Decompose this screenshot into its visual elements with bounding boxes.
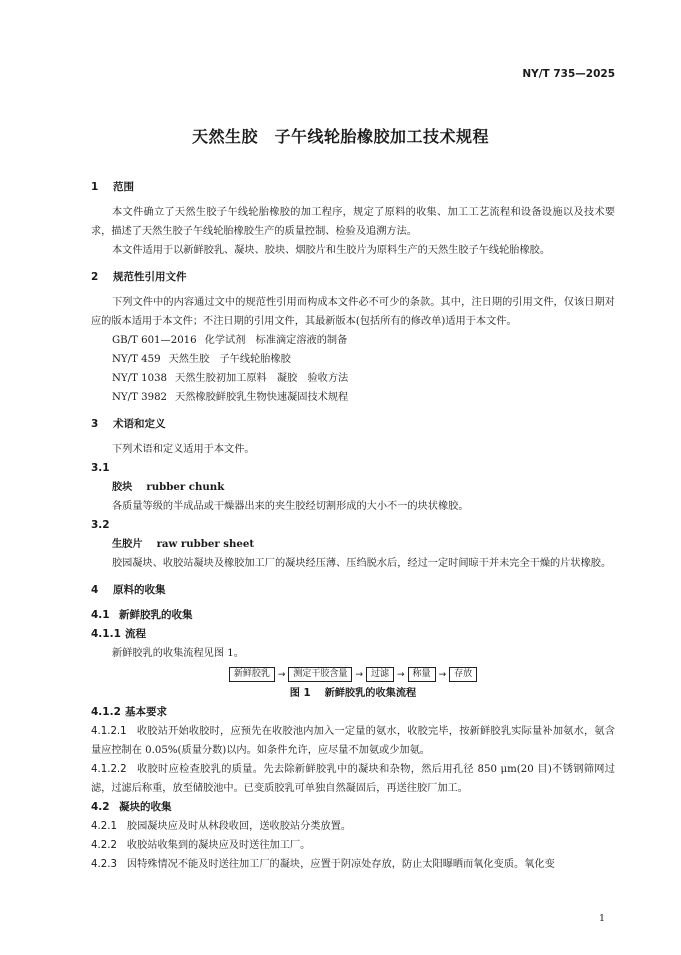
reference-code: NY/T 3982 [112, 392, 168, 403]
reference-code: NY/T 459 [112, 354, 161, 365]
term-name [91, 535, 615, 554]
term-zh: 胶块 [112, 481, 133, 493]
subsection-title: 凝块的收集 [119, 801, 172, 813]
clause-item [91, 760, 615, 798]
clause-item [91, 817, 615, 836]
arrow-right-icon: → [355, 669, 363, 680]
subsection-heading [91, 798, 615, 817]
reference-title: 天然生胶初加工原料 凝胶 验收方法 [175, 373, 349, 384]
arrow-right-icon: → [438, 669, 447, 680]
flow-step: 过滤 [366, 667, 394, 682]
figure-caption [91, 684, 615, 703]
reference-item [91, 331, 615, 350]
clause-text: 收胶站收集到的凝块应及时送往加工厂。 [126, 840, 311, 851]
section-title: 规范性引用文件 [113, 271, 187, 283]
clause-number: 4.2.3 [91, 859, 117, 870]
term-definition: 各质量等级的半成品或干燥器出来的夹生胶经切割形成的大小不一的块状橡胶。 [112, 501, 469, 512]
subsection-title: 新鲜胶乳的收集 [119, 609, 193, 621]
reference-title: 天然生胶 子午线轮胎橡胶 [168, 354, 291, 365]
paragraph: 下列文件中的内容通过文中的规范性引用而构成本文件必不可少的条款。其中，注日期的引用文件，仅该日期对应的版本适用于本文件；不注日期的引用文件，其最新版本(包括所有的修改单)适用于本文件。 [91, 297, 615, 327]
subsubsection-title: 流程 [125, 628, 146, 640]
paragraph: 下列术语和定义适用于本文件。 [112, 444, 255, 455]
clause-item [91, 855, 615, 874]
paragraph: 本文件适用于以新鲜胶乳、凝块、胶块、烟胶片和生胶片为原料生产的天然生胶子午线轮胎橡胶。 [112, 245, 551, 256]
standard-code: NY/T 735—2025 [522, 68, 615, 80]
section-heading-3 [91, 415, 615, 434]
term-number: 3.2 [91, 519, 110, 531]
paragraph: 新鲜胶乳的收集流程见图 1。 [112, 648, 244, 659]
term-en: rubber chunk [146, 481, 225, 493]
clause-number: 4.2.2 [91, 840, 117, 851]
subsection-number: 4.2 [91, 801, 110, 813]
subsubsection-number: 4.1.1 [91, 628, 121, 640]
subsubsection-title: 基本要求 [125, 706, 167, 718]
flow-step: 测定干胶含量 [288, 667, 352, 682]
reference-title: 化学试剂 标准滴定溶液的制备 [204, 335, 348, 346]
term-name [91, 478, 615, 497]
document-title: 天然生胶 子午线轮胎橡胶加工技术规程 [191, 127, 489, 146]
section-number: 1 [91, 181, 99, 193]
reference-item [91, 388, 615, 407]
document-body [91, 178, 615, 874]
clause-text: 收胶站开始收胶时，应预先在收胶池内加入一定量的氨水，收胶完毕，按新鲜胶乳实际量补加氨水，氨含量应控制在 0.05%(质量分数)以内。如条件允许，应尽量不加氨或少加氨。 [91, 726, 615, 756]
section-title: 术语和定义 [113, 418, 166, 430]
clause-item [91, 836, 615, 855]
reference-code: NY/T 1038 [112, 373, 168, 384]
section-number: 2 [91, 271, 99, 283]
subsubsection-number: 4.1.2 [91, 706, 121, 718]
flow-diagram [91, 667, 615, 682]
section-heading-1 [91, 178, 615, 197]
figure-number: 图 1 [289, 688, 311, 699]
figure-title: 新鲜胶乳的收集流程 [324, 688, 417, 699]
subsubsection-heading [91, 703, 615, 722]
flow-step: 称量 [408, 667, 436, 682]
term-number: 3.1 [91, 462, 110, 474]
page-number: 1 [598, 913, 605, 924]
section-title: 原料的收集 [113, 584, 166, 596]
reference-code: GB/T 601—2016 [112, 335, 197, 346]
clause-number: 4.2.1 [91, 821, 117, 832]
subsection-heading [91, 606, 615, 625]
subsubsection-heading [91, 625, 615, 644]
clause-text: 收胶时应检查胶乳的质量。先去除新鲜胶乳中的凝块和杂物，然后用孔径 850 μm(20 目)不锈钢筛网过滤，过滤后称重，放至储胶池中。已变质胶乳可单独自然凝固后，再送往胶厂加工。 [91, 764, 615, 794]
clause-text: 因特殊情况不能及时送往加工厂的凝块，应置于阴凉处存放，防止太阳曝晒而氧化变质。氧化变 [126, 859, 555, 870]
flow-step: 新鲜胶乳 [229, 667, 275, 682]
paragraph: 本文件确立了天然生胶子午线轮胎橡胶的加工程序，规定了原料的收集、加工工艺流程和设备设施以及技术要求，描述了天然生胶子午线轮胎橡胶生产的质量控制、检验及追溯方法。 [91, 207, 615, 237]
section-number: 4 [91, 584, 99, 596]
subsection-number: 4.1 [91, 609, 110, 621]
term-zh: 生胶片 [112, 538, 143, 550]
section-heading-2 [91, 268, 615, 287]
reference-title: 天然橡胶鲜胶乳生物快速凝固技术规程 [175, 392, 349, 403]
arrow-right-icon: → [277, 669, 286, 680]
reference-item [91, 369, 615, 388]
arrow-right-icon: → [397, 669, 405, 680]
clause-text: 胶园凝块应及时从林段收回，送收胶站分类放置。 [126, 821, 352, 832]
clause-number: 4.1.2.1 [91, 726, 127, 737]
term-en: raw rubber sheet [156, 538, 255, 550]
section-number: 3 [91, 418, 99, 430]
section-title: 范围 [113, 181, 134, 193]
reference-item [91, 350, 615, 369]
term-definition: 胶园凝块、收胶站凝块及橡胶加工厂的凝块经压薄、压绉脱水后，经过一定时间晾干并未完全干燥的片状橡胶。 [112, 558, 612, 569]
clause-number: 4.1.2.2 [91, 764, 127, 775]
flow-step: 存放 [449, 667, 477, 682]
clause-item [91, 722, 615, 760]
section-heading-4 [91, 581, 615, 600]
